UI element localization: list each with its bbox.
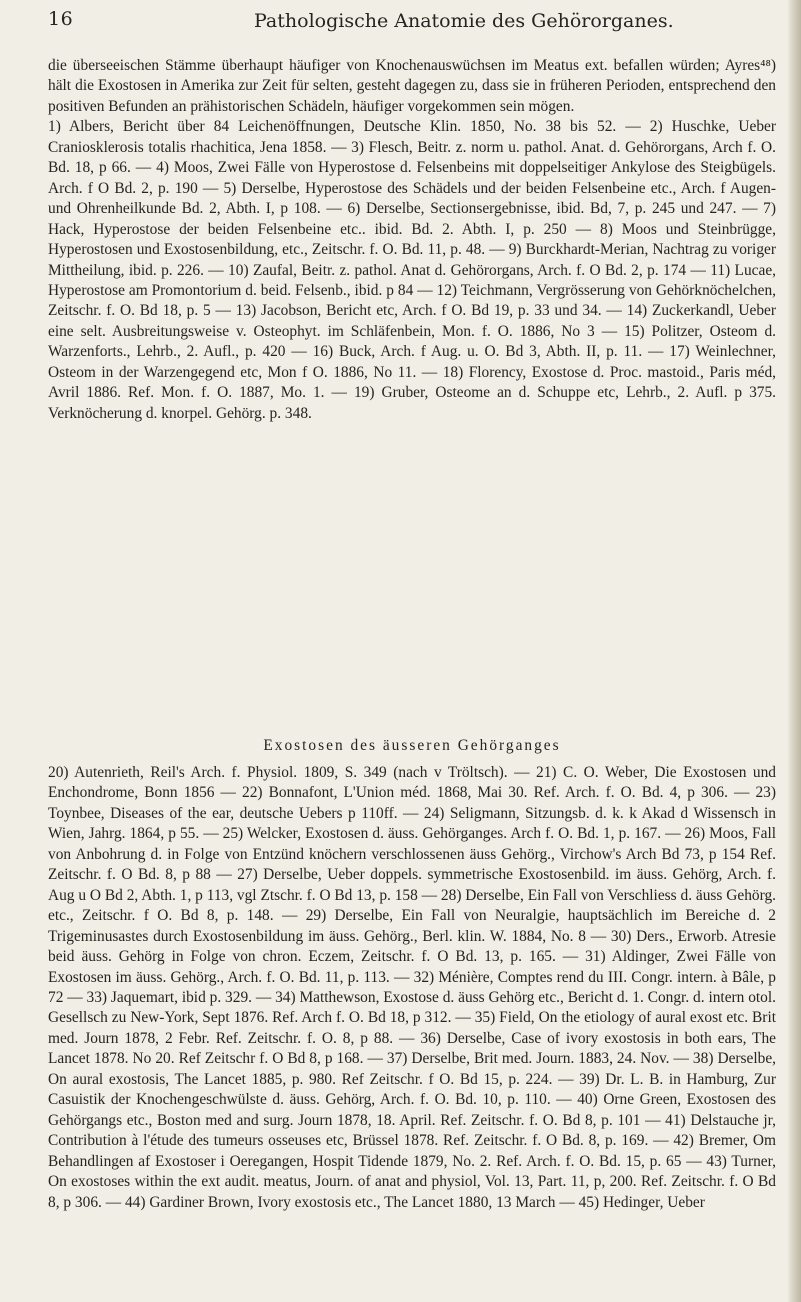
page-edge-shadow — [787, 0, 801, 1302]
references-list-1: 1) Albers, Bericht über 84 Leichenöffnungen, Deutsche Klin. 1850, No. 38 bis 52. — 2) Huschke, Ueber Craniosklerosis totalis rhachitica, Jena 1858. — 3) Flesch, Beitr. z. norm u. pathol. Anat. d. Gehörorgans, Arch f. O. Bd. 18, p 66. — 4) Moos, Zwei Fälle von Hyperostose d. Felsenbeins mit doppelseitiger Ankylose des Steigbügels. Arch. f O Bd. 2, p. 190 — 5) Derselbe, Hyperostose des Schädels und der beiden Felsenbeine etc., Arch. f Augen- und Ohrenheilkunde Bd. 2, Abth. I, p 108. — 6) Derselbe, Sectionsergebnisse, ibid. Bd, 7, p. 245 und 247. — 7) Hack, Hyperostose der beiden Felsenbeine etc.. ibid. Bd. 2. Abth. I, p. 250 — 8) Moos und Steinbrügge, Hyperostosen und Exostosenbildung, etc., Zeitschr. f. O. Bd. 11, p. 48. — 9) Burckhardt-Merian, Nachtrag zu voriger Mittheilung, ibid. p. 226. — 10) Zaufal, Beitr. z. pathol. Anat d. Gehörorgans, Arch. f. O Bd. 2, p. 174 — 11) Lucae, Hyperostose am Promontorium d. beid. Felsenb., ibid. p 84 — 12) Teichmann, Vergrösserung von Gehörknöchelchen, Zeitschr. f. O. Bd 18, p. 5 — 13) Jacobson, Bericht etc, Arch. f O. Bd 19, p. 33 und 34. — 14) Zuckerkandl, Ueber eine selt. Ausbreitungsweise v. Osteophyt. im Schläfenbein, Mon. f. O. 1886, No 3 — 15) Politzer, Osteom d. Warzenforts., Lehrb., 2. Aufl., p. 420 — 16) Buck, Arch. f Aug. u. O. Bd 3, Abth. II, p. 11. — 17) Weinlechner, Osteom in der Warzengegend etc, Mon f O. 1886, No 11. — 18) Florency, Exostose d. Proc. mastoid., Paris méd, Avril 1886. Ref. Mon. f. O. 1887, Mo. 1. — 19) Gruber, Osteome an d. Schuppe etc, Lehrb., 2. Aufl. p 375. Verknöcherung d. knorpel. Gehörg. p. 348. — [48, 118, 776, 422]
section-text — [48, 763, 776, 1213]
intro-paragraph: die überseeischen Stämme überhaupt häufiger von Knochenauswüchsen im Meatus ext. befallen würden; Ayres⁴⁸) hält die Exostosen in Amerika zur Zeit für selten, gesteht dagegen zu, dass sie in früheren Perioden, entsprechend den positiven Befunden an prähistorischen Schädeln, häufiger vorgekommen sein mögen. — [48, 57, 776, 115]
page-number: 16 — [48, 8, 74, 30]
running-title: Pathologische Anatomie des Gehörorganes. — [254, 10, 674, 32]
references-list-2: 20) Autenrieth, Reil's Arch. f. Physiol. 1809, S. 349 (nach v Tröltsch). — 21) C. O. Weber, Die Exostosen und Enchondrome, Bonn 1856 — 22) Bonnafont, L'Union méd. 1868, Mai 30. Ref. Arch. f. O. Bd. 4, p 306. — 23) Toynbee, Diseases of the ear, deutsche Uebers p 110ff. — 24) Seligmann, Sitzungsb. d. k. k Akad d Wissensch in Wien, Jahrg. 1864, p 55. — 25) Welcker, Exostosen d. äuss. Gehörganges. Arch f. O. Bd. 1, p. 167. — 26) Moos, Fall von Anbohrung d. in Folge von Entzünd knöchern verschlossenen äuss Gehörg., Virchow's Arch Bd 73, p 154 Ref. Zeitschr. f. O Bd. 8, p 88 — 27) Derselbe, Ueber doppels. symmetrische Exostosenbild. im äuss. Gehörg, Arch. f. Aug u O Bd 2, Abth. 1, p 113, vgl Ztschr. f. O Bd 13, p. 158 — 28) Derselbe, Ein Fall von Verschliess d. äuss Gehörg. etc., Zeitschr. f O. Bd 8, p. 148. — 29) Derselbe, Ein Fall von Neuralgie, hauptsächlich im Bereiche d. 2 Trigeminusastes durch Exostosenbildung im äuss. Gehörg., Berl. klin. W. 1884, No. 8 — 30) Ders., Erworb. Atresie beid äuss. Gehörg in Folge von chron. Eczem, Zeitschr. f. O Bd. 13, p. 165. — 31) Aldinger, Zwei Fälle von Exostosen im äuss. Gehörg., Arch. f. O. Bd. 11, p. 113. — 32) Ménière, Comptes rend du III. Congr. intern. à Bâle, p 72 — 33) Jaquemart, ibid p. 329. — 34) Matthewson, Exostose d. äuss Gehörg etc., Bericht d. 1. Congr. d. intern otol. Gesellsch zu New-York, Sept 1876. Ref. Arch f. O. Bd 18, p 312. — 35) Field, On the etiology of aural exost etc. Brit med. Journ 1878, 2 Febr. Ref. Zeitschr. f. O. 8, p 88. — 36) Derselbe, Case of ivory exostosis in both ears, The Lancet 1878. No 20. Ref Zeitschr f. O Bd 8, p 168. — 37) Derselbe, Brit med. Journ. 1883, 24. Nov. — 38) Derselbe, On aural exostosis, The Lancet 1885, p. 980. Ref Zeitschr. f O. Bd 15, p. 224. — 39) Dr. L. B. in Hamburg, Zur Casuistik der Knochengeschwülste d. äuss. Gehörg, Arch. f. O. Bd. 10, p. 110. — 40) Orne Green, Exostosen des Gehörgangs etc., Boston med and surg. Journ 1878, 18. April. Ref. Zeitschr. f. O. Bd 8, p. 101 — 41) Delstauche jr, Contribution à l'étude des tumeurs osseuses etc, Brüssel 1878. Ref. Zeitschr. f. O Bd. 8, p. 169. — 42) Bremer, Om Behandlingen af Exostoser i Oeregangen, Hospit Tidende 1879, No. 2. Ref. Arch. f. O. Bd. 15, p. 65 — 43) Turner, On exostoses within the ext audit. meatus, Journ. of anat and physiol, Vol. 13, Part. 11, p, 200. Ref. Zeitschr. f. O Bd 8, p 306. — 44) Gardiner Brown, Ivory exostosis etc., The Lancet 1880, 13 March — 45) Hedinger, Ueber — [48, 764, 776, 1211]
running-header — [0, 6, 801, 42]
section-heading: Exostosen des äusseren Gehörganges — [263, 737, 561, 754]
main-text — [48, 56, 776, 424]
